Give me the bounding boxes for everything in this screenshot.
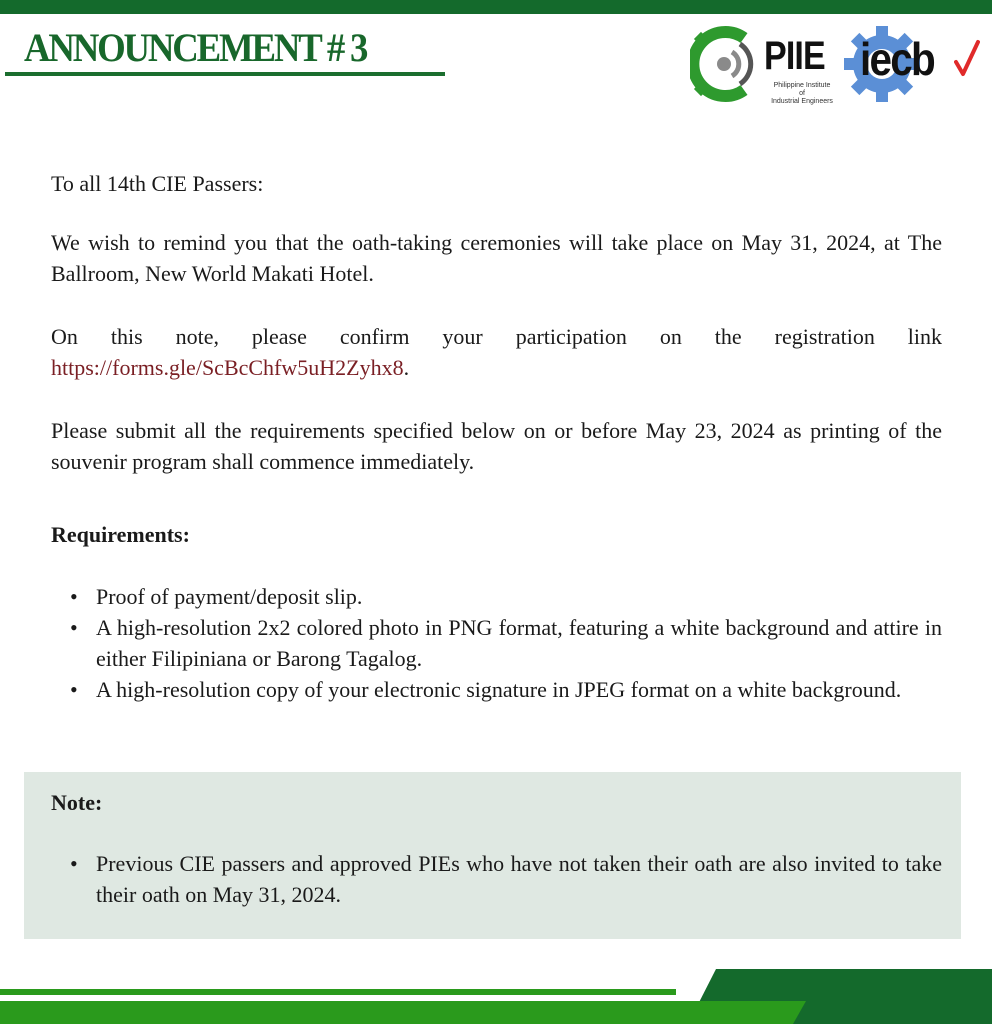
submit-paragraph: Please submit all the requirements specified below on or before May 23, 2024 as printing of the souvenir program shall commence immediately. [51, 418, 942, 474]
requirement-item [51, 581, 942, 612]
requirement-text: Proof of payment/deposit slip. [96, 584, 363, 609]
checkmark-icon [954, 38, 980, 78]
iecb-logo [842, 24, 980, 104]
bullet-icon: • [70, 615, 78, 640]
bullet-icon: • [70, 677, 78, 702]
registration-link[interactable]: https://forms.gle/ScBcChfw5uH2Zyhx8 [51, 355, 404, 380]
greeting: To all 14th CIE Passers: [51, 171, 264, 196]
note-item [51, 848, 942, 910]
confirm-text: On this note, please confirm your participation on the registration link [51, 324, 942, 349]
note-text: Previous CIE passers and approved PIEs who have not taken their oath are also invited to take their oath on May 31, 2024. [96, 851, 942, 907]
requirement-text: A high-resolution copy of your electronic signature in JPEG format on a white background. [96, 677, 902, 702]
piie-logo-text: PIIE [764, 34, 825, 78]
requirement-item [51, 612, 942, 674]
note-list [51, 848, 942, 910]
footer-light-green-band [0, 1001, 806, 1024]
requirement-item [51, 674, 942, 705]
announcement-title: ANNOUNCEMENT # 3 [24, 25, 367, 70]
title-underline [5, 72, 445, 76]
reminder-paragraph: We wish to remind you that the oath-taking ceremonies will take place on May 31, 2024, at The Ballroom, New World Makati Hotel. [51, 230, 942, 286]
requirement-text: A high-resolution 2x2 colored photo in PNG format, featuring a white background and attire in either Filipiniana or Barong Tagalog. [96, 615, 942, 671]
footer-decoration [0, 960, 992, 1024]
note-heading: Note: [51, 790, 103, 815]
iecb-logo-text: iecb [860, 33, 934, 85]
confirm-suffix: . [403, 355, 410, 380]
piie-subtitle-line2: Industrial Engineers [771, 98, 833, 105]
bullet-icon: • [70, 584, 78, 609]
bullet-icon: • [70, 851, 78, 876]
requirements-heading: Requirements: [51, 522, 190, 547]
note-box [24, 772, 961, 939]
piie-logo [690, 24, 850, 104]
top-banner-bar [0, 0, 992, 14]
requirements-list [51, 581, 942, 705]
footer-thin-stripe [0, 989, 676, 995]
piie-subtitle-line1: Philippine Institute of [773, 82, 831, 97]
piie-logo-subtitle [770, 82, 834, 106]
confirm-paragraph [51, 321, 942, 383]
logo-group [690, 24, 980, 104]
piie-gear-icon [690, 24, 766, 104]
